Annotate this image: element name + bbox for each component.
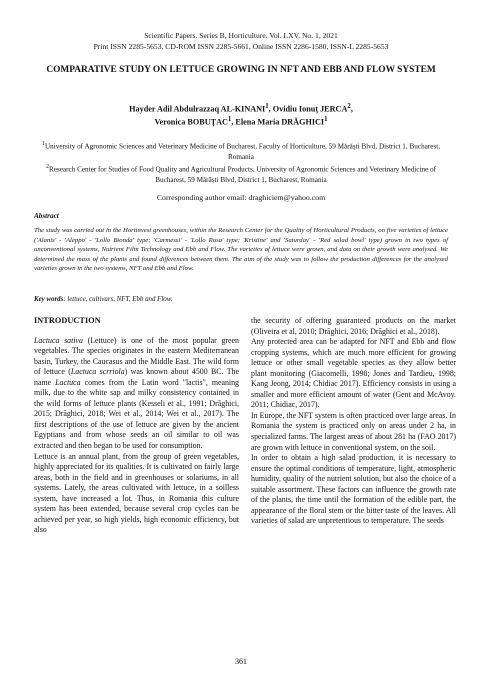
paragraph-text: ) was known about 4500 BC. The name bbox=[34, 367, 239, 387]
column-left bbox=[34, 316, 239, 536]
latin-name: Lactuca scrriola bbox=[70, 367, 125, 377]
journal-header-line2: Print ISSN 2285-5653, CD-ROM ISSN 2285-5661, Online ISSN 2286-1580, ISSN-L 2285-5653 bbox=[93, 42, 389, 51]
intro-paragraph-3: Any protected area can be adapted for NFT and Ebb and flow cropping systems, which are much more efficient for growing lettuce or other small vegetable species as they allow better plant monitoring (Giacomelli, 1998; Jones and Tardieu, 1998; Kang Jeong, 2014; Chidiac 2017). Efficiency consists in using a smaller and more efficient amount of water (Gent and McAvoy. 2011; Chidiac, 2017). bbox=[251, 337, 456, 410]
abstract-text: The study was carried out in the Hortinvest greenhouses, within the Research Center for the Quality of Horticultural Products, on five varieties of lettuce ('Alanis' - 'Aleppo' - 'Lollo Bionda' type; 'Carmessi' - 'Lollo Rosa' type; 'Kristine' and 'Saturday' - 'Red salad bowl' type) grown in two types of unconventional systems, Nutrient Film Technology and Ebb and Flow. The varieties of lettuce were grown, and data on their growth were analysed. We determined the mass of the plants and found differences between them. The aim of the study was to follow the production differences for the analysed varieties grown in the two systems, NFT and Ebb and Flow. bbox=[34, 227, 448, 272]
authors-line2 bbox=[40, 114, 442, 129]
intro-paragraph-2-continued: the security of offering guaranteed products on the market (Oliveira et al, 2010; Drăghici, 2016; Drăghici et al., 2018). bbox=[251, 316, 456, 336]
keywords-label: Key words bbox=[34, 296, 64, 303]
affiliation-1 bbox=[40, 139, 442, 162]
author-affiliation-mark: 1 bbox=[324, 116, 328, 123]
paper-title: COMPARATIVE STUDY ON LETTUCE GROWING IN NFT AND EBB AND FLOW SYSTEM bbox=[46, 65, 436, 75]
column-right bbox=[251, 316, 456, 527]
section-heading-introduction: INTRODUCTION bbox=[34, 316, 101, 325]
latin-name: Lactuca sativa bbox=[34, 335, 83, 345]
author-name: Veronica BOBUȚAC bbox=[154, 117, 228, 127]
affiliations bbox=[40, 139, 442, 186]
abstract-heading: Abstract bbox=[34, 212, 59, 220]
affiliation-text: University of Agronomic Sciences and Veterinary Medicine of Bucharest, Faculty of Horticulture, 59 Mărăști Blvd, District 1, Bucharest, Romania bbox=[44, 142, 441, 161]
affiliation-text: Research Center for Studies of Food Quality and Agricultural Products, University of Agronomic Sciences and Veterinary Medicine of Bucharest, 59 Mărăști Blvd, District 1, Bucharest, Romania bbox=[48, 165, 437, 185]
page-number: 361 bbox=[235, 657, 247, 666]
author-separator: , bbox=[268, 104, 273, 114]
author-name: Ovidiu Ionuț JERCA bbox=[272, 104, 348, 114]
paragraph-text: comes from the Latin word "lactis", meaning milk, due to the white sap and milky consistency contained in the wild forms of lettuce plants (Kesseli et al., 1991; Drăghici, 2015; Drăghici, 2018; Wei et al., 2014; Wei et al., 2017). The first descriptions of the use of lettuce are given by the ancient Egyptians and from whose seeds an oil similar to oil was extracted and then began to be used for consumption. bbox=[34, 377, 239, 451]
author-name: Elena Maria DRĂGHICI bbox=[235, 117, 325, 127]
keywords bbox=[34, 296, 448, 303]
author-separator: , bbox=[231, 117, 236, 127]
keywords-text: : lettuce, cultivars, NFT, Ebb and Flow. bbox=[63, 296, 173, 303]
corresponding-author: Corresponding author email: draghiciem@yahoo.com bbox=[156, 193, 326, 202]
author-affiliation-mark: 1 bbox=[227, 116, 232, 123]
journal-header-line1: Scientific Papers. Series B, Horticulture. Vol. LXV, No. 1, 2021 bbox=[144, 31, 338, 40]
affiliation-mark: 2 bbox=[45, 164, 49, 171]
paragraph-text: (Lettuce) is one of the most popular green vegetables. The species originates in the eastern Mediterranean basin, Turkey, the Caucasus and the Middle East. The wild form of lettuce ( bbox=[34, 335, 239, 377]
affiliation-2 bbox=[40, 162, 442, 185]
author-name: Hayder Adil Abdulrazzaq AL-KINANI bbox=[129, 104, 266, 114]
affiliation-mark: 1 bbox=[41, 141, 45, 147]
latin-name: Lactuca bbox=[55, 377, 81, 387]
author-affiliation-mark: 2 bbox=[347, 103, 351, 110]
intro-paragraph-4: In Europe, the NFT system is often practiced over large areas. In Romania the system is practiced only on areas under 2 ha, in specialized farms. The largest areas of about 281 ha (FAO 2017) are grown with lettuce in conventional system, on the soil. bbox=[251, 410, 456, 452]
intro-paragraph-1 bbox=[34, 336, 239, 452]
intro-paragraph-5: In order to obtain a high salad production, it is necessary to ensure the optimal conditions of temperature, light, atmospheric humidity, quality of the nutrient solution, but also the choice of a suitable assortment. These factors can influence the growth rate of the plants, the time until the formation of the edible part, the appearance of the floral stem or the bitter taste of the leaves. All varieties of salad are unpretentious to temperature. The seeds bbox=[251, 453, 456, 526]
author-affiliation-mark: 1 bbox=[265, 103, 269, 110]
author-separator: , bbox=[350, 104, 353, 114]
intro-paragraph-2: Lettuce is an annual plant, from the group of green vegetables, highly appreciated for its qualities. It is cultivated on fairly large areas, both in the field and in greenhouses or solariums, in all systems. Lately, the areas cultivated with lettuce, in a soilless system, have increased a lot. Thus, in Romania this culture system has been extended, because several crop cycles can be achieved per year, so high yields, high economic efficiency, but also bbox=[34, 451, 239, 535]
